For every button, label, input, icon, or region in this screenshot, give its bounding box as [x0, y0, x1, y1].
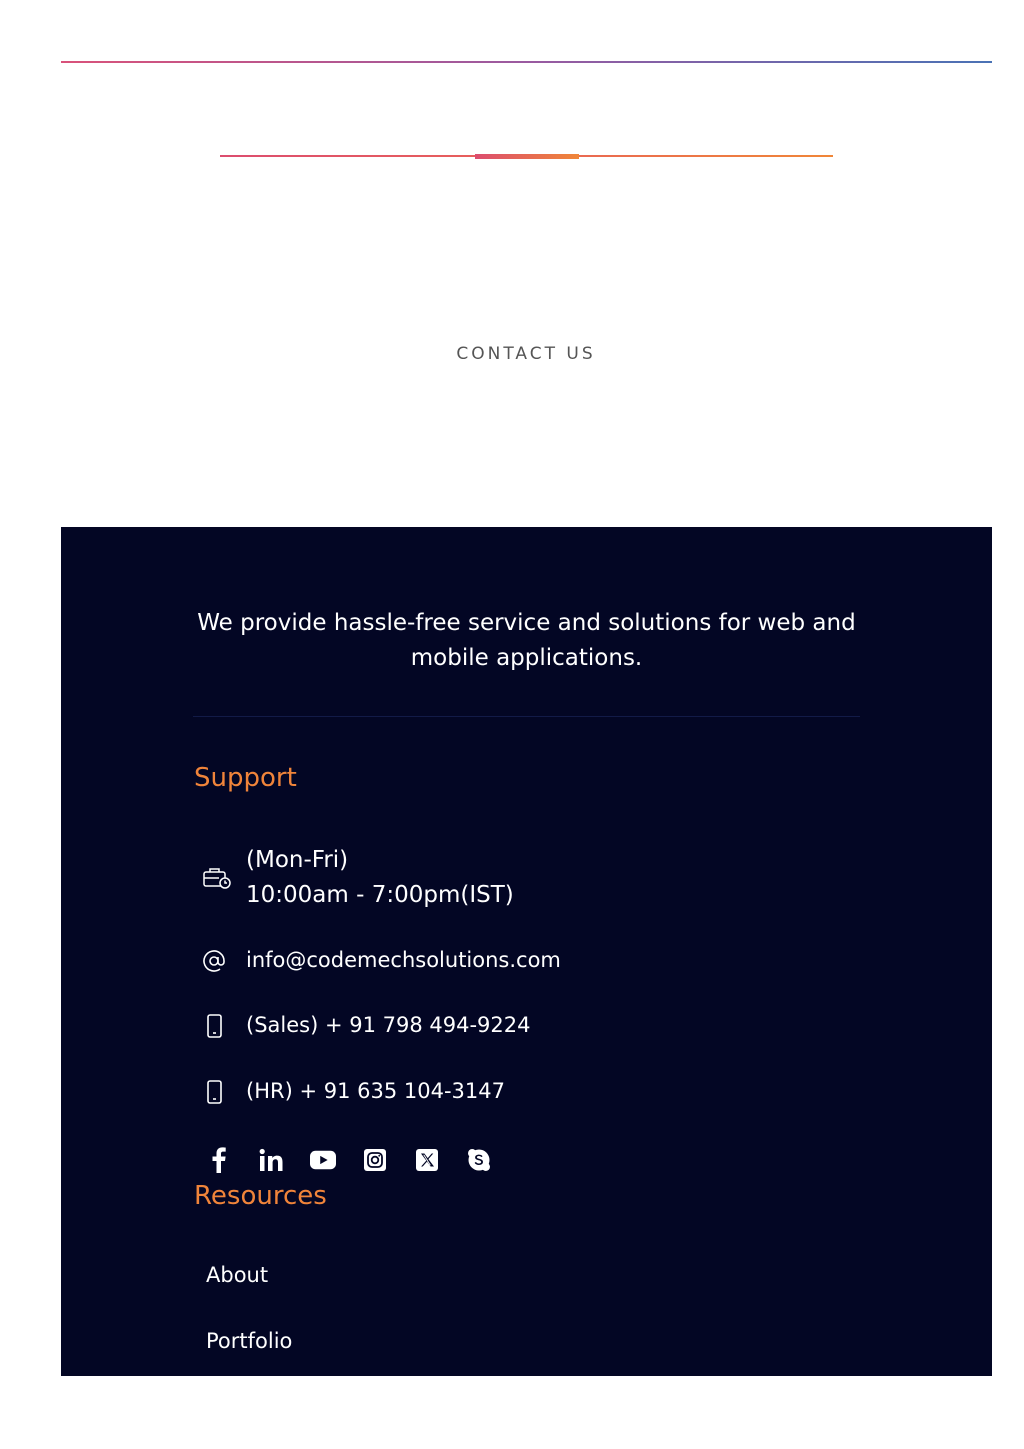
support-hours-time: 10:00am - 7:00pm(IST) [246, 882, 514, 908]
facebook-icon[interactable] [206, 1147, 232, 1173]
x-twitter-icon[interactable] [414, 1147, 440, 1173]
resources-link-about[interactable]: About [206, 1263, 269, 1287]
linkedin-icon[interactable] [258, 1147, 284, 1173]
section-accent-divider [220, 155, 833, 157]
support-email-row[interactable] [202, 943, 561, 978]
support-sales-phone-link[interactable]: (Sales) + 91 798 494-9224 [246, 1013, 531, 1037]
mobile-phone-icon [202, 1075, 236, 1109]
contact-us-label: CONTACT US [456, 344, 596, 364]
support-hours-days: (Mon-Fri) [246, 847, 349, 873]
resources-link-portfolio[interactable]: Portfolio [206, 1329, 293, 1353]
briefcase-clock-icon [202, 861, 236, 895]
support-hr-phone-link[interactable]: (HR) + 91 635 104-3147 [246, 1079, 505, 1103]
top-gradient-divider [61, 61, 992, 63]
support-hours [202, 843, 514, 913]
footer-tagline: We provide hassle-free service and solutions for web and mobile applications. [197, 610, 856, 671]
skype-icon[interactable] [466, 1147, 492, 1173]
support-heading: Support [194, 763, 297, 793]
support-sales-phone-row[interactable] [202, 1008, 530, 1043]
social-links [206, 1147, 492, 1173]
instagram-icon[interactable] [362, 1147, 388, 1173]
support-hr-phone-row[interactable] [202, 1074, 505, 1109]
youtube-icon[interactable] [310, 1147, 336, 1173]
support-email-link[interactable]: info@codemechsolutions.com [246, 948, 561, 972]
resources-heading: Resources [194, 1181, 327, 1211]
accent-divider-highlight [475, 154, 579, 159]
at-sign-icon [202, 944, 236, 978]
footer [61, 527, 992, 1376]
footer-divider [193, 716, 860, 717]
mobile-phone-icon [202, 1009, 236, 1043]
